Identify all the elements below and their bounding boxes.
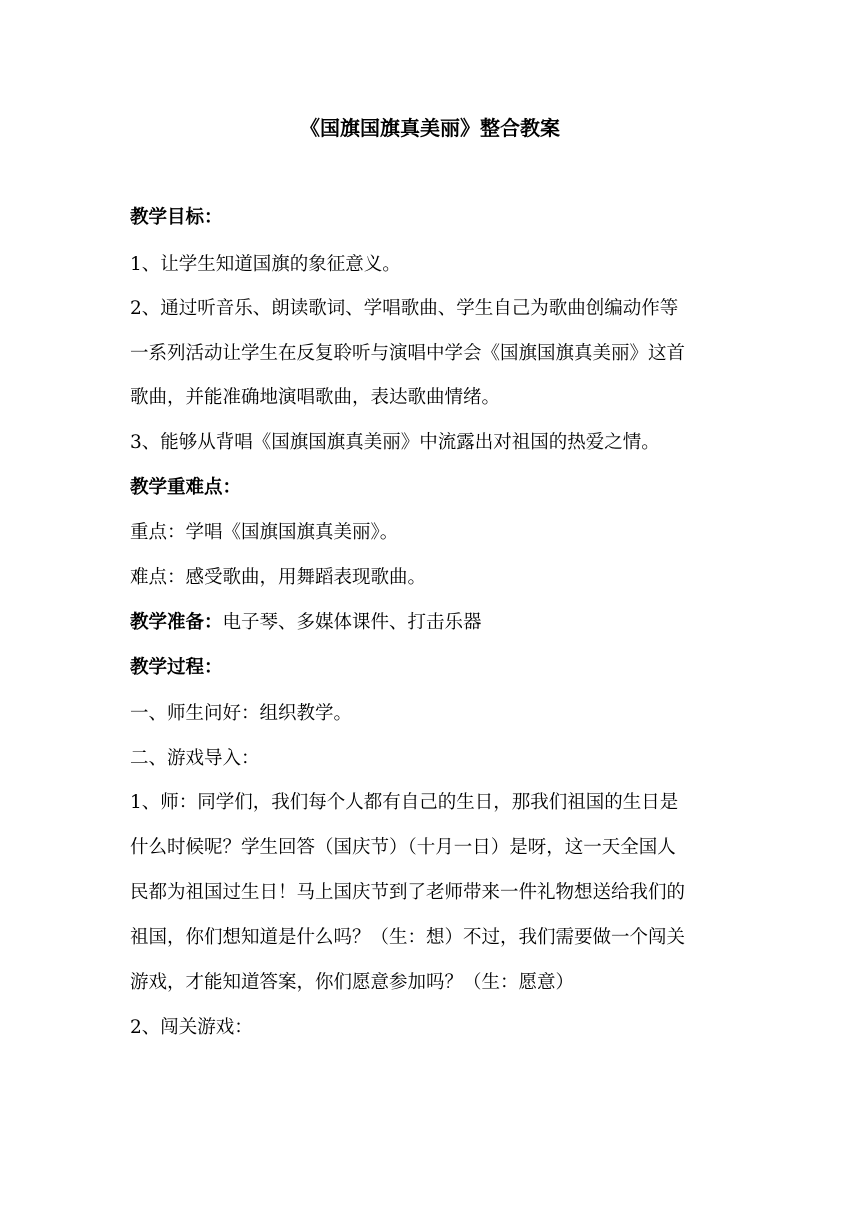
paragraph-line: [130, 925, 740, 951]
line-text: 祖国，你们想知道是什么吗？（生：想）不过，我们需要做一个闯关: [130, 927, 686, 948]
line-text: 歌曲，并能准确地演唱歌曲，表达歌曲情绪。: [130, 387, 501, 408]
line-text: 民都为祖国过生日！马上国庆节到了老师带来一件礼物想送给我们的: [130, 882, 686, 903]
paragraph-line: [130, 701, 740, 727]
paragraph-line: [130, 385, 740, 411]
line-text: 2、闯关游戏：: [130, 1017, 253, 1038]
line-text: 重点：学唱《国旗国旗真美丽》。: [130, 522, 399, 543]
document-title: 《国旗国旗真美丽》整合教案: [300, 116, 560, 140]
line-text: 游戏，才能知道答案，你们愿意参加吗？（生：愿意）: [130, 972, 575, 993]
line-text: 1、让学生知道国旗的象征意义。: [130, 254, 401, 275]
line-text: 3、能够从背唱《国旗国旗真美丽》中流露出对祖国的热爱之情。: [130, 432, 660, 453]
paragraph-line: [130, 252, 740, 278]
line-text: 电子琴、多媒体课件、打击乐器: [222, 612, 482, 633]
line-text: 什么时候呢？学生回答（国庆节）（十月一日）是呀，这一天全国人: [130, 837, 676, 858]
paragraph-line: [130, 430, 740, 456]
section-heading-process: [130, 655, 740, 681]
paragraph-line: [130, 296, 740, 322]
line-label: 教学过程：: [130, 657, 223, 678]
paragraph-line: [130, 1015, 740, 1041]
line-label: 教学准备：: [130, 612, 223, 633]
paragraph-line: [130, 970, 740, 996]
line-text: 2、通过听音乐、朗读歌词、学唱歌曲、学生自己为歌曲创编动作等: [130, 298, 679, 319]
paragraph-line: [130, 520, 740, 546]
line-label: 教学目标：: [130, 207, 223, 228]
line-text: 一系列活动让学生在反复聆听与演唱中学会《国旗国旗真美丽》这首: [130, 343, 686, 364]
line-text: 一、师生问好：组织教学。: [130, 703, 353, 724]
paragraph-line: [130, 341, 740, 367]
line-text: 二、游戏导入：: [130, 748, 260, 769]
paragraph-line: [130, 565, 740, 591]
section-heading-key-points: [130, 475, 740, 501]
line-text: 难点：感受歌曲，用舞蹈表现歌曲。: [130, 567, 427, 588]
paragraph-line: [130, 880, 740, 906]
line-label: 教学重难点：: [130, 477, 242, 498]
paragraph-line: [130, 835, 740, 861]
paragraph-line: [130, 746, 740, 772]
section-heading-objectives: [130, 205, 740, 231]
line-text: 1、师：同学们，我们每个人都有自己的生日，那我们祖国的生日是: [130, 792, 679, 813]
section-heading-preparation: [130, 610, 740, 636]
paragraph-line: [130, 790, 740, 816]
